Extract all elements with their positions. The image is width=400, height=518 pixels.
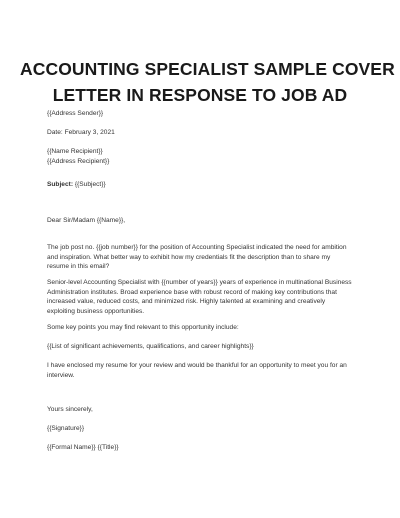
paragraph-4: {{List of significant achievements, qualifications, and career highlights}} — [47, 343, 254, 350]
subject-line — [47, 180, 383, 190]
subject-label: Subject: — [47, 181, 74, 188]
salutation: Dear Sir/Madam {{Name}}, — [47, 217, 126, 224]
paragraph-1: The job post no. {{job number}} for the position of Accounting Specialist indicated the need for ambition and inspiration. What better way to exhibit how my credentials fit the description than to share my resume in this email? — [47, 244, 347, 271]
document-title — [20, 56, 395, 108]
address-sender: {{Address Sender}} — [47, 110, 104, 117]
paragraph-2: Senior-level Accounting Specialist with {{number of years}} years of experience in multinational Business Administration institutes. Broad experience base with robust record of making key contributions that increased value, reduced costs, and minimized risk. Highly talented at examining and creatively exploiting business opportunities. — [47, 279, 352, 315]
name-recipient: {{Name Recipient}} — [47, 148, 103, 155]
subject-value: {{Subject}} — [73, 181, 106, 188]
paragraph-3: Some key points you may find relevant to this opportunity include: — [47, 324, 239, 331]
title-line-2: LETTER IN RESPONSE TO JOB AD — [52, 85, 348, 105]
letter-date: Date: February 3, 2021 — [47, 129, 115, 136]
closing: Yours sincerely, — [47, 406, 93, 413]
formal-name: {{Formal Name}} {{Title}} — [47, 444, 119, 451]
paragraph-5: I have enclosed my resume for your review and would be thankful for an opportunity to meet you for an interview. — [47, 362, 347, 379]
title-line-1: ACCOUNTING SPECIALIST SAMPLE COVER — [20, 59, 395, 79]
address-recipient: {{Address Recipient}} — [47, 157, 110, 165]
recipient-block — [47, 147, 383, 166]
signature: {{Signature}} — [47, 425, 85, 432]
